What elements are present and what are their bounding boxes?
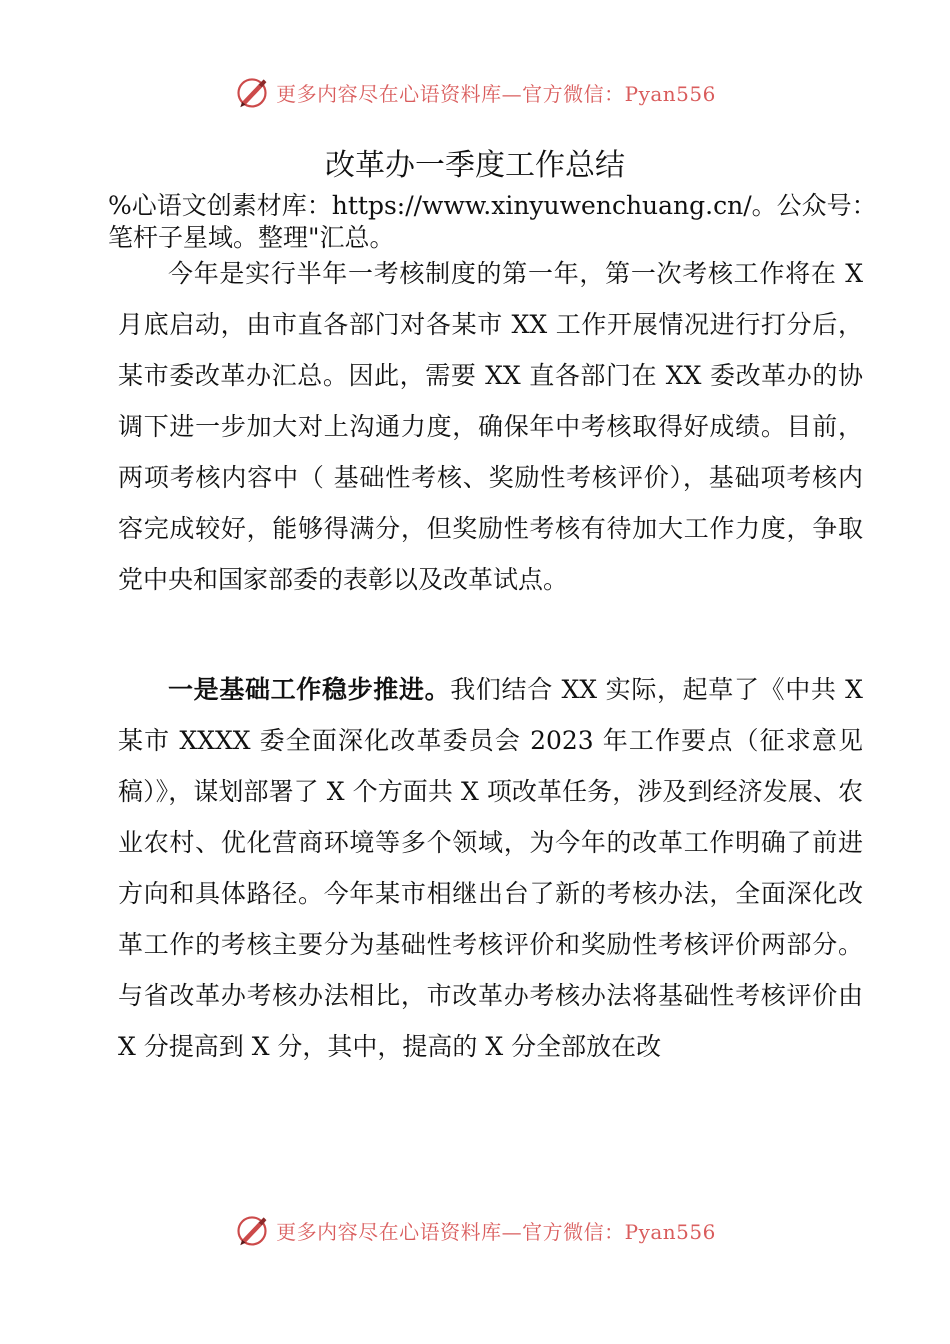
source-note: %心语文创素材库：https://www.xinyuwenchuang.cn/。公众号：笔杆子星域。整理"汇总。 — [108, 191, 877, 252]
paragraph-basic-work — [118, 664, 863, 1072]
paragraph-intro: 今年是实行半年一考核制度的第一年，第一次考核工作将在 X 月底启动，由市直各部门对各某市 XX 工作开展情况进行打分后，某市委改革办汇总。因此，需要 XX 直各部门在 XX 委改革办的协调下进一步加大对上沟通力度，确保年中考核取得好成绩。目前，两项考核内容中（ 基础性考核、奖励性考核评价），基础项考核内容完成较好，能够得满分，但奖励性考核有待加大工作力度，争取党中央和国家部委的表彰以及改革试点。 — [118, 259, 863, 594]
header-banner — [0, 70, 950, 114]
footer-banner — [0, 1208, 950, 1252]
pen-circle-logo-icon — [234, 1212, 270, 1248]
header-banner-content — [234, 74, 716, 110]
paragraph-lead-heading: 一是基础工作稳步推进。 — [168, 675, 451, 704]
footer-banner-content — [234, 1212, 716, 1248]
paragraph-body-text: 我们结合 XX 实际，起草了《中共 X某市 XXXX 委全面深化改革委员会 2023 年工作要点（征求意见稿）》，谋划部署了 X 个方面共 X 项改革任务，涉及到经济发展、农业农村、优化营商环境等多个领域，为今年的改革工作明确了前进方向和具体路径。今年某市相继出台了新的考核办法，全面深化改革工作的考核主要分为基础性考核评价和奖励性考核评价两部分。与省改革办考核办法相比，市改革办考核办法将基础性考核评价由 X 分提高到 X 分，其中，提高的 X 分全部放在改 — [118, 675, 863, 1061]
pen-circle-logo-icon — [234, 74, 270, 110]
header-banner-text: 更多内容尽在心语资料库—官方微信：Pyan556 — [276, 81, 716, 106]
document-title: 改革办一季度工作总结 — [325, 148, 625, 183]
footer-banner-text: 更多内容尽在心语资料库—官方微信：Pyan556 — [276, 1219, 716, 1244]
